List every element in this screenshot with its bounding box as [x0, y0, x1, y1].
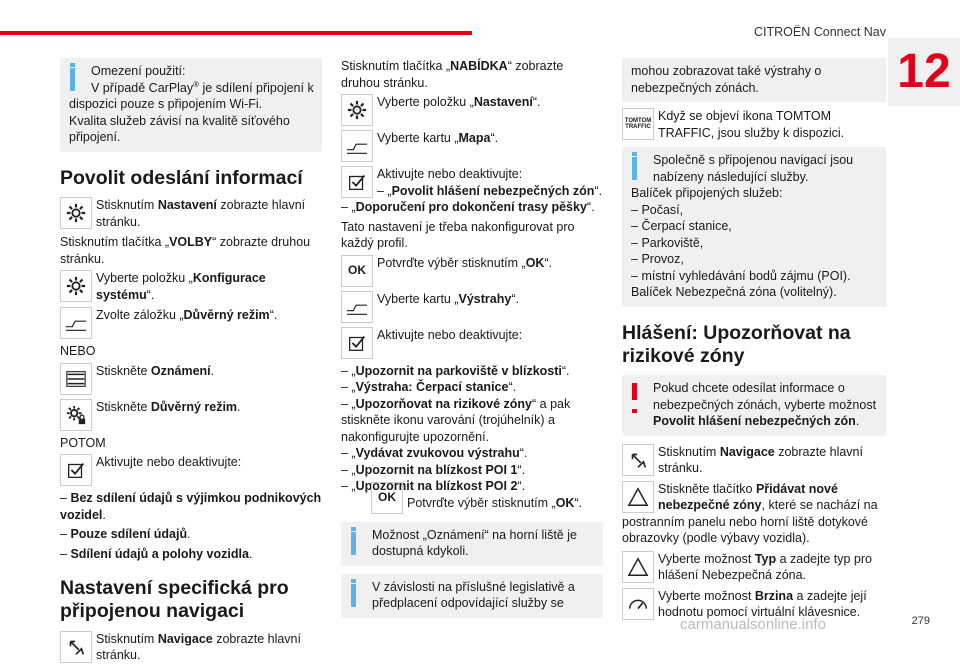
ok-icon: OK [371, 482, 403, 514]
header-title: CITROËN Connect Nav [754, 25, 886, 39]
ok-icon: OK [341, 255, 373, 287]
gear-icon [60, 270, 92, 302]
list-item: – Bez sdílení údajů s výjimkou podnikových vozidel. [60, 491, 322, 522]
or-label: NEBO [60, 344, 96, 359]
then-label: POTOM [60, 435, 106, 450]
list-item: – „Upozornit na blízkost POI 1“. [341, 462, 526, 477]
navigation-icon [622, 444, 654, 476]
step: Aktivujte nebo deaktivujte: [341, 327, 603, 359]
list-item: – Sdílení údajů a polohy vozidla. [60, 546, 253, 561]
paragraph: Stisknutím tlačítka „VOLBY“ zobrazte druhou stránku. [60, 235, 311, 266]
paragraph: Stisknutím tlačítka „NABÍDKA“ zobrazte druhou stránku. [341, 59, 564, 90]
tab-icon [60, 307, 92, 339]
column-3 [622, 58, 886, 625]
step: Stiskněte Důvěrný režim. [60, 399, 322, 431]
tab-icon [341, 130, 373, 162]
list-item: – Pouze sdílení údajů. [60, 527, 191, 542]
step: Zvolte záložku „Důvěrný režim“. [60, 307, 322, 339]
step: Aktivujte nebo deaktivujte: [60, 454, 322, 486]
step: TOMTOM TRAFFIC Když se objeví ikona TOMTOM TRAFFIC, jsou služby k dispozici. [622, 108, 886, 141]
step: Stisknutím Navigace zobrazte hlavní stránku. [60, 631, 322, 664]
step: Vyberte kartu „Mapa“. [341, 130, 603, 162]
step: Stisknutím Navigace zobrazte hlavní stránku. [622, 444, 886, 477]
section-heading: Hlášení: Upozorňovat na rizikové zóny [622, 321, 851, 367]
note-line: V případě CarPlay® je sdílení připojení k dispozici pouze s připojením Wi-Fi. [69, 79, 314, 112]
page-number: 279 [911, 615, 930, 627]
step: Stiskněte tlačítko Přidávat nové nebezpečné zóny, které se nachází na postranním panelu nebo horní liště dotykové obrazovky (podle výbavy vozidla). [622, 481, 878, 546]
note-line: Omezení použití: [91, 64, 186, 78]
info-bar-icon [632, 157, 637, 180]
section-heading: Povolit odeslání informací [60, 166, 303, 189]
warning-note: Pokud chcete odesílat informace o nebezpečných zónách, vyberte možnost Povolit hlášení nebezpečných zón. [622, 375, 886, 436]
section-heading: Nastavení specifická pro připojenou navigaci [60, 577, 289, 623]
list-item: – „Vydávat zvukovou výstrahu“. [341, 446, 528, 460]
step: Stisknutím Nastavení zobrazte hlavní stránku. [60, 197, 322, 230]
gear-icon [60, 197, 92, 229]
watermark: carmanualsonline.info [680, 616, 826, 633]
checkbox-icon [60, 454, 92, 486]
step: Aktivujte nebo deaktivujte: – „Povolit hlášení nebezpečných zón“. [341, 166, 603, 199]
step: Vyberte položku „Konfigurace systému“. [60, 270, 322, 303]
note-legislation: V závislosti na příslušné legislativě a předplacení odpovídající služby se [341, 574, 603, 618]
info-bar-icon [351, 532, 356, 555]
note-services: Společně s připojenou navigací jsou nabízeny následující služby. Balíček připojených služeb: – Počasí, – Čerpací stanice, – Parkoviště, – Provoz, – místní vyhledávání bodů zájmu (POI). Balíček Nebezpečná zóna (volitelný). [622, 147, 886, 307]
list-item: – „Upozorňovat na rizikové zóny“ a pak stiskněte ikonu varování (trojúhelník) a nakonfigurujte upozornění. [341, 396, 571, 444]
step: Vyberte možnost Typ a zadejte typ pro hlášení Nebezpečná zóna. [622, 551, 886, 584]
checkbox-icon [341, 327, 373, 359]
warning-triangle-icon [622, 481, 654, 513]
tab-icon [341, 291, 373, 323]
list-item: – „Upozornit na blízkost POI 2“. [341, 479, 526, 493]
note-notifications: Možnost „Oznámení“ na horní liště je dostupná kdykoli. [341, 522, 603, 566]
chapter-number: 12 [888, 38, 960, 106]
warning-icon [632, 383, 637, 400]
step: OK Potvrďte výběr stisknutím „OK“. [371, 482, 603, 514]
list-item: – „Doporučení pro dokončení trasy pěšky“. [341, 200, 595, 214]
gear-lock-icon [60, 399, 92, 431]
step: OK Potvrďte výběr stisknutím „OK“. [341, 255, 603, 287]
gear-icon [341, 94, 373, 126]
list-item: – „Upozornit na parkoviště v blízkosti“. [341, 363, 570, 378]
info-bar-icon [351, 584, 356, 607]
note-line: Kvalita služeb závisí na kvalitě síťového připojení. [69, 113, 290, 145]
note-legislation-cont: mohou zobrazovat také výstrahy o nebezpečných zónách. [622, 58, 886, 102]
info-bar-icon [70, 68, 75, 91]
note-usage-limits [60, 58, 322, 152]
step: Vyberte možnost Brzina a zadejte její hodnotu pomocí virtuální klávesnice. [622, 588, 886, 621]
step: Vyberte kartu „Výstrahy“. [341, 291, 603, 323]
paragraph: Tato nastavení je třeba nakonfigurovat pro každý profil. [341, 219, 575, 250]
column-1 [60, 58, 322, 668]
checkbox-icon [341, 166, 373, 198]
step: Vyberte položku „Nastavení“. [341, 94, 603, 126]
tomtom-traffic-icon: TOMTOM TRAFFIC [622, 108, 654, 140]
top-accent-bar [0, 31, 472, 35]
navigation-icon [60, 631, 92, 663]
step: Stiskněte Oznámení. [60, 363, 322, 395]
list-icon [60, 363, 92, 395]
speedometer-icon [622, 588, 654, 620]
list-item: – „Výstraha: Čerpací stanice“. [341, 380, 517, 394]
warning-triangle-icon [622, 551, 654, 583]
column-2 [341, 58, 603, 623]
